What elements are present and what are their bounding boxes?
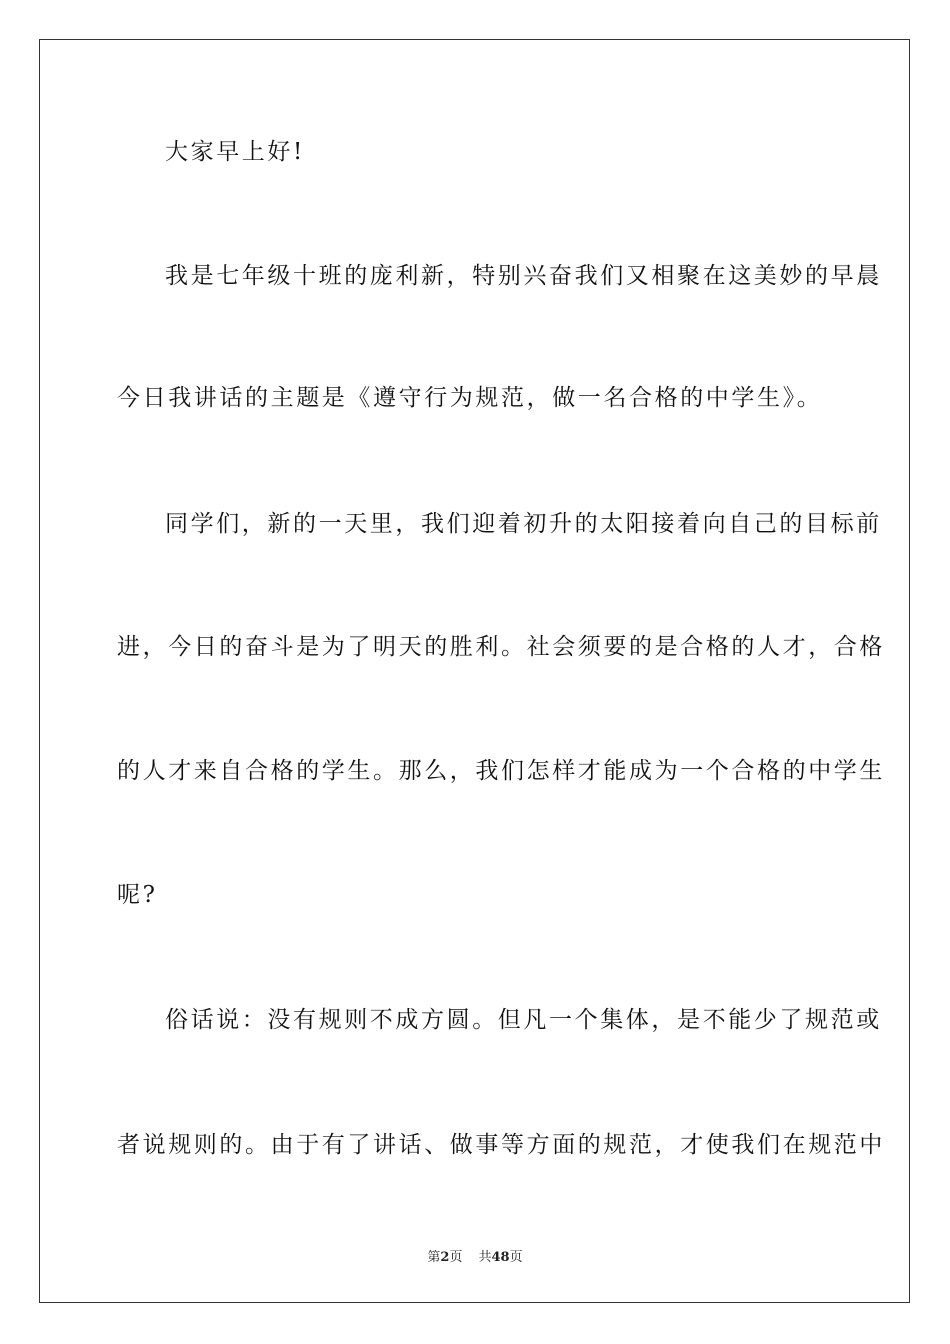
paragraph-2-line-1: 同学们，新的一天里，我们迎着初升的太阳接着向自己的目标前: [165, 511, 882, 537]
page-number: 2: [440, 1250, 450, 1265]
paragraph-2-line-2: 进，今日的奋斗是为了明天的胜利。社会须要的是合格的人才，合格: [117, 634, 885, 660]
paragraph-1-line-1: 我是七年级十班的庞利新，特别兴奋我们又相聚在这美妙的早晨: [165, 263, 882, 289]
page-label: 第2页: [427, 1250, 463, 1265]
total-pages-label: 共48页: [478, 1250, 523, 1265]
paragraph-2-line-3: 的人才来自合格的学生。那么，我们怎样才能成为一个合格的中学生: [117, 758, 885, 784]
greeting-line: 大家早上好!: [165, 139, 305, 165]
page-frame: [39, 39, 910, 1303]
paragraph-2-line-4: 呢?: [117, 882, 158, 908]
total-pages-number: 48: [491, 1250, 510, 1265]
page-footer: [0, 1246, 950, 1265]
paragraph-3-line-2: 者说规则的。由于有了讲话、做事等方面的规范，才使我们在规范中: [117, 1132, 885, 1158]
paragraph-1-line-2: 今日我讲话的主题是《遵守行为规范，做一名合格的中学生》。: [117, 385, 823, 411]
paragraph-3-line-1: 俗话说：没有规则不成方圆。但凡一个集体，是不能少了规范或: [165, 1007, 882, 1033]
